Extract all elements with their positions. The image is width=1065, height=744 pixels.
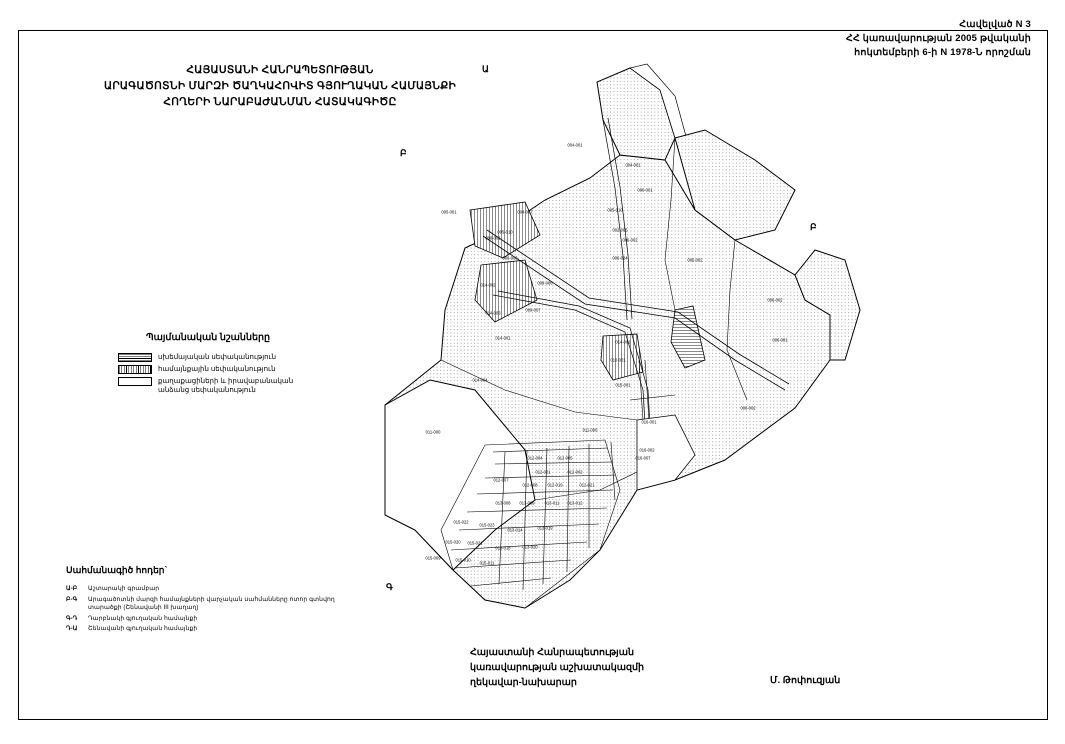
parcel-code-label: 013-009 (519, 500, 535, 506)
parcel-code-label: 008-001 (485, 235, 501, 241)
parcel-code-label: 012-002 (567, 469, 583, 475)
parcel-code-label: 015-021 (467, 540, 483, 546)
doc-ref-line-2: ՀՀ կառավարության 2005 թվականի (845, 33, 1031, 44)
legend-label-private-line1: քաղաքացիների և իրավաբանական (158, 378, 294, 385)
parcel-code-label: 006-001 (772, 337, 788, 343)
parcel-code-label: 015-023 (479, 522, 495, 528)
parcel-code-label: 014-001 (495, 335, 511, 341)
boundary-key-row (66, 585, 366, 594)
legend-label-state: սխեմայական սեփականություն (158, 354, 277, 361)
title-line-3: ՀՈՂԵՐԻ ՆԱՐԱԲԱԺԱՆՄԱՆ ՀԱՏԱԿԱԳԻԾԸ (163, 96, 397, 108)
signature-line-1: Հայաստանի Հանրապետության (470, 647, 634, 658)
legend-item-community (118, 364, 368, 375)
parcel-code-label: 006-002 (687, 257, 703, 263)
parcel-code-label: 012-005 (557, 455, 573, 461)
parcel-code-label: 015-022 (453, 519, 469, 525)
parcel-code-label: 006-002 (622, 237, 638, 243)
legend-swatch-community (118, 365, 152, 374)
parcel-code-label: 006-002 (740, 405, 756, 411)
boundary-point-c: Բ (810, 222, 817, 232)
parcel-code-label: 009-007 (525, 307, 541, 313)
parcel-code-label: 014-003 (485, 310, 501, 316)
parcel-code-label: 012-001 (535, 469, 551, 475)
parcel-code-label: 012-021 (579, 482, 595, 488)
boundary-key-code: Գ-Դ (66, 614, 78, 622)
parcel-code-label: 016-001 (641, 419, 657, 425)
parcel-code-label: 015-011 (479, 560, 495, 566)
boundary-key-row (66, 596, 366, 613)
legend (118, 332, 368, 394)
parcel-code-label: 012-004 (527, 455, 543, 461)
parcel-code-label: 013-011 (544, 500, 560, 506)
parcel-code-label: 004-001 (625, 162, 641, 168)
parcel-code-label: 013-008 (495, 500, 511, 506)
parcel-code-label: 006-003 (502, 255, 518, 261)
boundary-key-text: Աշտարակի գրամբար (88, 585, 160, 592)
parcel-code-label: 002-005 (612, 227, 628, 233)
parcel-code-label: 013-019 (537, 525, 553, 531)
signature-line-3: ղեկավար-նախարար (470, 677, 577, 688)
boundary-key-text: Դարբնակի գյուղական համայնքի (88, 614, 198, 622)
boundary-key (66, 565, 366, 636)
parcel-code-label: 004-007 (517, 209, 533, 215)
parcel-code-label: 004-001 (567, 142, 583, 148)
boundary-key-row (66, 625, 366, 634)
parcel-code-label: 005-010 (607, 207, 623, 213)
parcel-code-label: 016-002 (639, 447, 655, 453)
document-reference (846, 18, 1031, 60)
signature-line-2: կառավարության աշխատակազմի (470, 662, 645, 673)
parcel-code-label: 011-000 (582, 427, 598, 433)
doc-ref-line-1: Հավելված N 3 (959, 19, 1031, 30)
parcel-code-label: 015-010 (455, 557, 471, 563)
legend-item-private (118, 376, 368, 394)
parcel-code-label: 010-001 (610, 357, 626, 363)
legend-item-state (118, 352, 368, 363)
legend-label-private (158, 376, 293, 395)
parcel-code-label: 013-012 (567, 500, 583, 506)
legend-title: Պայմանական նշանները (146, 332, 271, 343)
parcel-code-label: 013-014 (507, 527, 523, 533)
parcel-code-label: 015-020 (445, 539, 461, 545)
boundary-key-code: Բ-Գ (66, 595, 78, 603)
parcel-code-label: 009-006 (537, 280, 553, 286)
parcel-code-label: 006-001 (637, 187, 653, 193)
parcel-code-label: 015-001 (615, 382, 631, 388)
signatory-name: Մ. Թոփուզյան (770, 675, 841, 686)
legend-swatch-state (118, 353, 152, 362)
boundary-key-text: Շենավանի գյուղական համայնքի (88, 625, 198, 633)
parcel-code-label: 011-000 (425, 429, 441, 435)
signature-block (470, 645, 644, 690)
parcel-code-label: 014-002 (480, 282, 496, 288)
boundary-point-d: Գ (386, 582, 393, 592)
title-line-1: ՀԱՅԱՍՏԱՆԻ ՀԱՆՐԱՊԵՏՈՒԹՅԱՆ (186, 64, 374, 76)
parcel-code-label: 006-024 (612, 255, 628, 261)
parcel-code-label: 015-009 (425, 555, 441, 561)
legend-label-community: համայնքային սեփականություն (158, 366, 276, 373)
parcel-code-label: 005-010 (497, 229, 513, 235)
boundary-key-code: Դ-Ա (66, 625, 78, 633)
parcel-code-label: 016-007 (635, 455, 651, 461)
legend-swatch-private (118, 377, 152, 386)
parcel-code-label: 014-001 (615, 339, 631, 345)
parcel-code-label: 005-001 (441, 209, 457, 215)
parcel-code-label: 012-007 (493, 477, 509, 483)
parcel-code-label: 013-020 (522, 544, 538, 550)
boundary-point-b: Բ (400, 148, 407, 158)
parcel-code-label: 013-018 (495, 545, 511, 551)
boundary-key-row (66, 615, 366, 624)
title-line-2: ԱՐԱԳԱԾՈՏՆԻ ՄԱՐԶԻ ԾԱՂԿԱՀՈՎԻՏ ԳՅՈՒՂԱԿԱՆ ՀԱՄԱՅՆՔԻ (103, 80, 456, 92)
boundary-point-a: Ա (482, 64, 489, 74)
doc-ref-line-3: հոկտեմբերի 6-ի N 1978-Ն որոշման (854, 47, 1031, 58)
parcel-code-label: 006-002 (767, 297, 783, 303)
boundary-key-text: Արագածոտնի մարզի համայնքների վարչական սահմանները ոտոր գտնվող տարածքի (Շենավանի III խաղաղ) (88, 595, 335, 612)
parcel-code-label: 012-008 (522, 482, 538, 488)
parcel-code-label: 014-004 (472, 377, 488, 383)
map-region-north (597, 68, 675, 160)
boundary-key-title: Սահմանագիծ հոդեր` (66, 565, 168, 575)
legend-label-private-line2: անձանց սեփականություն (158, 387, 256, 394)
parcel-code-label: 012-019 (547, 482, 563, 488)
boundary-key-code: Ա-Բ (66, 585, 78, 592)
